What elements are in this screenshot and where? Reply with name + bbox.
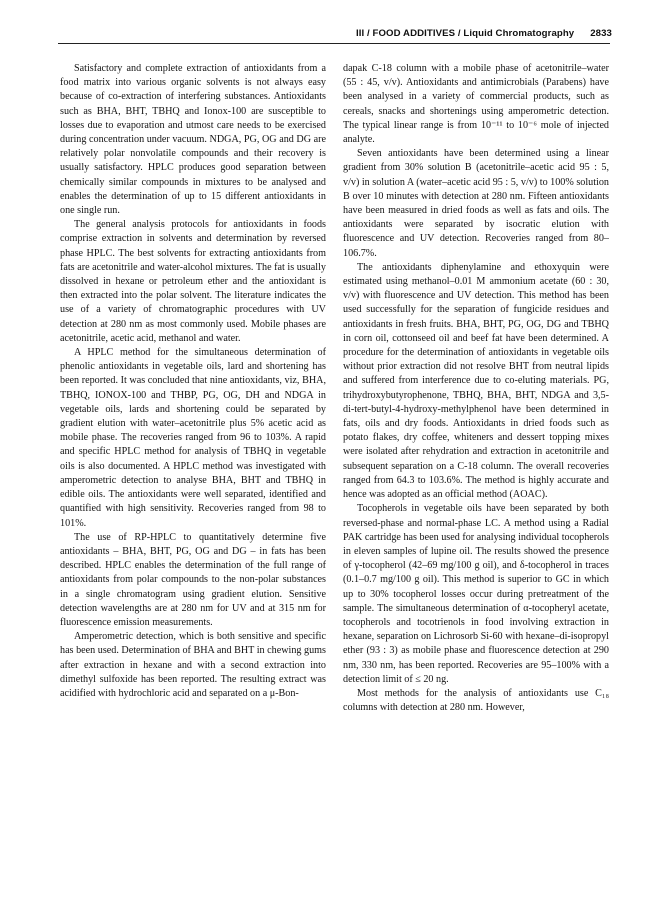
left-column xyxy=(60,62,326,701)
paragraph: Tocopherols in vegetable oils have been separated by both reversed-phase and normal-phase LC. A method using a Radial PAK cartridge has been used for analysing individual tocopherols in eleven samples of lupine oil. The results showed the presence of γ-tocopherol (42–69 mg/100 g oil), and δ-tocopherol in traces (0.1–0.7 mg/100 g oil). This method is superior to GC in which up to 30% tocopherol losses occur during pretreatment of the sample. The simultaneous determination of α-tocopheryl acetate, tocopherols and tocotrienols in food involving extraction in hexane, separation on Lichrosorb Si-60 with hexane–di-isopropyl ether (93 : 3) as mobile phase and fluorescence detection at 290 nm, 330 nm, has been reported. Recoveries are 95–100% with a detection limit of ≤ 20 ng. xyxy=(343,503,609,685)
paragraph: Most methods for the analysis of antioxidants use C₁₈ columns with detection at 280 nm. However, xyxy=(343,687,609,714)
paragraph: The antioxidants diphenylamine and ethoxyquin were estimated using methanol–0.01 M ammonium acetate (60 : 30, v/v) with fluorescence and UV detection. This method has been used successfully for the separation of fungicide residues and antioxidants in fresh fruits. BHA, BHT, PG, OG, DG and TBHQ in corn oil, cottonseed oil and beef fat have been determined. A procedure for the determination of antioxidants in vegetable oils without prior extraction did not resolve BHT from neutral lipids and suffered from interference due to co-eluting materials. PG, trihydroxybutyrophenone, TBHQ, BHA, BHT, NDGA and 3,5-di-tert-butyl-4-hydroxy-methylphenol have been determined in fats, oils and dry foods. Antioxidants in dried foods such as potato flakes, dry coffee, whiteners and dessert topping mixes were isolated after rehydration and extraction in acetonitrile and subsequent separation on a C-18 column. The overall recoveries ranged from 64.3 to 103.6%. The method is highly accurate and hence was adopted as an official method (AOAC). xyxy=(343,261,609,501)
page-number: 2833 xyxy=(590,28,612,39)
running-header xyxy=(356,28,612,39)
paragraph: The general analysis protocols for antioxidants in foods comprise extraction in solvents and determination by reversed phase HPLC. The best solvents for extracting antioxidants from fats are acetonitrile and water-alcohol mixtures. The fat is usually dissolved in hexane or petroleum ether and the antioxidant is then extracted into the polar solvent. The literature indicates the use of a variety of chromatographic procedures with UV detection at 280 nm as most commonly used. Mobile phases are acetonitrile, acetic acid, methanol and water. xyxy=(60,219,326,344)
paragraph: Seven antioxidants have been determined using a linear gradient from 30% solution B (acetonitrile–acetic acid 95 : 5, v/v) in solution A (water–acetic acid 95 : 5, v/v) to 100% solution B over 10 minutes with detection at 280 nm. Fifteen antioxidants have been measured in dried foods as well as fats and oils. The antioxidants were separated by isocratic elution with fluorescence and UV detection. Recoveries ranged from 80–106.7%. xyxy=(343,148,609,259)
paragraph-continuation: dapak C-18 column with a mobile phase of acetonitrile–water (55 : 45, v/v). Antioxidants and antimicrobials (Parabens) have been analysed in a variety of commercial products, such as cereals, snacks and shortenings using amperometric detection. The typical linear range is from 10⁻¹¹ to 10⁻⁶ mole of injected analyte. xyxy=(343,63,609,146)
section-title: III / FOOD ADDITIVES / Liquid Chromatography xyxy=(355,28,575,39)
paragraph: Amperometric detection, which is both sensitive and specific has been used. Determination of BHA and BHT in chewing gums after extraction in hexane and with a second extraction into dimethyl sulfoxide has been reported. The resulting extract was acidified with hydrochloric acid and separated on a μ-Bon- xyxy=(60,631,326,699)
right-column xyxy=(343,62,609,715)
paragraph: Satisfactory and complete extraction of antioxidants from a food matrix into various organic solvents is not always easy because of co-extraction of interfering substances. Antioxidants such as BHA, BHT, TBHQ and Ionox-100 are susceptible to losses due to evaporation and utmost care needs to be exercised during concentration under vacuum. NDGA, PG, OG and DG are relatively polar nonvolatile compounds and their recovery is usually satisfactory. HPLC produces good separation between chemically similar compounds in mixtures to be analysed and enables the determination of up to 15 different antioxidants in one single run. xyxy=(60,63,326,217)
header-rule xyxy=(58,43,610,44)
paragraph: A HPLC method for the simultaneous determination of phenolic antioxidants in vegetable oils, lard and shortening has been reported. It was concluded that nine antioxidants, viz, BHA, TBHQ, IONOX-100 and THBP, PG, OG, DH and NDGA in vegetable oils, lards and shortening could be separated by gradient elution with water–acetonitrile plus 5% acetic acid as mobile phase. The recoveries ranged from 96 to 103%. A rapid and specific HPLC method for analysis of TBHQ in vegetable oils is also documented. A HPLC method was investigated with amperometric detection to analyse BHA, BHT and TBHQ in edible oils. The antioxidants were well separated, identified and quantified with high sensitivity. Recoveries ranged from 98 to 101%. xyxy=(60,347,326,529)
paragraph: The use of RP-HPLC to quantitatively determine five antioxidants – BHA, BHT, PG, OG and DG – in fats has been described. HPLC enables the determination of the full range of antioxidants from polar compounds to the non-polar substances in a single chromatogram using gradient elution. Sensitive detection wavelengths are at 280 nm for UV and at 315 nm for fluorescence emission measurements. xyxy=(60,531,326,628)
